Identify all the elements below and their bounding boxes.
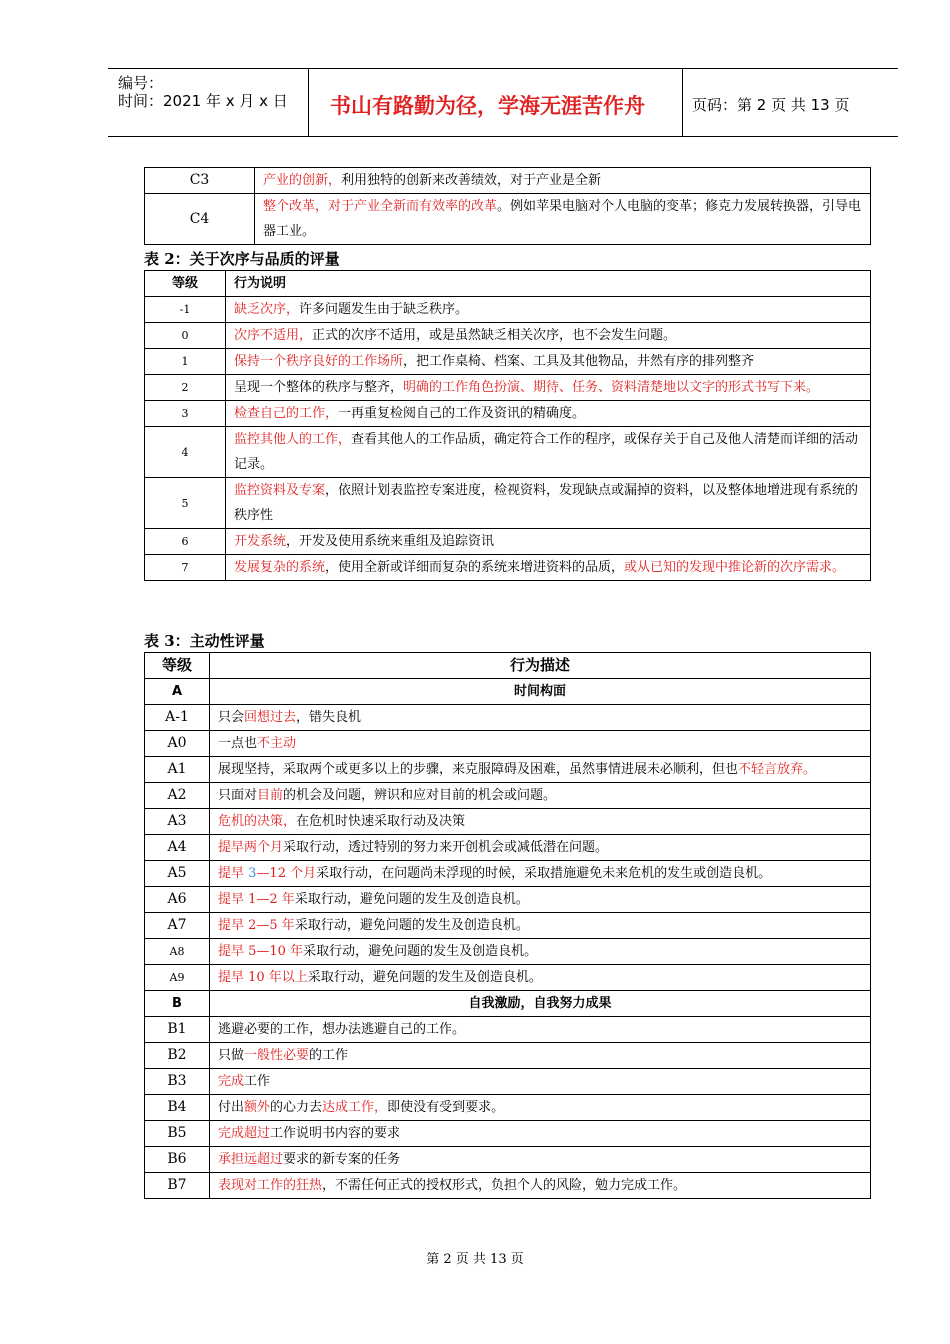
description-segment: 提早 2—5 年 bbox=[218, 918, 295, 933]
level-cell: A6 bbox=[145, 887, 210, 913]
description-segment: 缺乏次序， bbox=[234, 302, 300, 317]
table-row bbox=[145, 1173, 871, 1199]
description-segment: 提早 5—10 年 bbox=[218, 944, 304, 959]
table-row bbox=[145, 1069, 871, 1095]
level-cell: C3 bbox=[145, 168, 255, 194]
table-row bbox=[145, 913, 871, 939]
description-segment: 提早 10 年以上 bbox=[218, 970, 308, 985]
table-row bbox=[145, 427, 871, 478]
table-row bbox=[145, 939, 871, 965]
table-row bbox=[145, 1017, 871, 1043]
description-cell bbox=[210, 1043, 871, 1069]
description-segment: 提早 1—2 年 bbox=[218, 892, 295, 907]
table-row bbox=[145, 555, 871, 581]
level-cell: -1 bbox=[145, 297, 226, 323]
table-row bbox=[145, 168, 871, 194]
level-cell: B3 bbox=[145, 1069, 210, 1095]
level-cell: 5 bbox=[145, 478, 226, 529]
table-row bbox=[145, 375, 871, 401]
level-cell: B7 bbox=[145, 1173, 210, 1199]
description-segment: 的工作 bbox=[309, 1048, 349, 1063]
description-segment: 的机会及问题，辨识和应对目前的机会或问题。 bbox=[283, 788, 557, 803]
description-segment: 正式的次序不适用，或是虽然缺乏相关次序，也不会发生问题。 bbox=[312, 328, 677, 343]
description-segment: 危机的决策， bbox=[218, 814, 297, 829]
description-cell bbox=[210, 731, 871, 757]
description-segment: 采取行动，避免问题的发生及创造良机。 bbox=[307, 970, 542, 985]
description-segment: 利用独特的创新来改善绩效，对于产业是全新 bbox=[341, 173, 602, 188]
description-cell bbox=[255, 194, 871, 245]
description-cell bbox=[226, 323, 871, 349]
description-segment: 。例如苹果电脑对个人电脑的变革；修克力发展转换器，引导电器工业。 bbox=[263, 199, 862, 239]
table-row bbox=[145, 835, 871, 861]
table-row bbox=[145, 529, 871, 555]
table-row bbox=[145, 1121, 871, 1147]
description-segment: ，错失良机 bbox=[296, 710, 362, 725]
table-row bbox=[145, 1147, 871, 1173]
level-cell: A9 bbox=[145, 965, 210, 991]
table-row bbox=[145, 194, 871, 245]
level-cell: 1 bbox=[145, 349, 226, 375]
description-cell bbox=[226, 375, 871, 401]
level-cell: 3 bbox=[145, 401, 226, 427]
table-row bbox=[145, 401, 871, 427]
level-cell: 2 bbox=[145, 375, 226, 401]
description-segment: 展现坚持，采取两个或更多以上的步骤，来克服障碍及困难，虽然事情进展未必顺利，但也 bbox=[218, 762, 739, 777]
description-cell bbox=[210, 783, 871, 809]
description-segment: 即使没有受到要求。 bbox=[387, 1100, 505, 1115]
description-segment: 保持一个秩序良好的工作场所 bbox=[234, 354, 404, 369]
description-segment: 查看其他人的工作品质，确定符合工作的程序，或保存关于自己及他人清楚而详细的活动记录。 bbox=[234, 432, 859, 472]
table2-caption: 表 2：关于次序与品质的评量 bbox=[144, 250, 340, 268]
description-cell bbox=[210, 1069, 871, 1095]
level-cell: B2 bbox=[145, 1043, 210, 1069]
description-segment: 许多问题发生由于缺乏秩序。 bbox=[299, 302, 469, 317]
description-cell bbox=[210, 809, 871, 835]
description-segment: 不主动 bbox=[257, 736, 297, 751]
table-row bbox=[145, 887, 871, 913]
table-row bbox=[145, 705, 871, 731]
description-segment: 要求的新专案的任务 bbox=[283, 1152, 401, 1167]
level-cell: A2 bbox=[145, 783, 210, 809]
doc-number-label: 编号： bbox=[118, 74, 164, 92]
table-row bbox=[145, 1043, 871, 1069]
level-cell: A4 bbox=[145, 835, 210, 861]
description-segment: 目前 bbox=[257, 788, 284, 803]
table-row bbox=[145, 478, 871, 529]
description-segment: 监控资料及专案 bbox=[234, 483, 326, 498]
description-segment: 逃避必要的工作，想办法逃避自己的工作。 bbox=[218, 1022, 466, 1037]
description-cell bbox=[210, 705, 871, 731]
level-cell: A1 bbox=[145, 757, 210, 783]
description-segment: 明确的工作角色扮演、期待、任务、资料清楚地以文字的形式书写下来。 bbox=[403, 380, 820, 395]
description-cell bbox=[226, 349, 871, 375]
table-row bbox=[145, 349, 871, 375]
description-segment: 发展复杂的系统 bbox=[234, 560, 326, 575]
level-cell: 0 bbox=[145, 323, 226, 349]
table-row bbox=[145, 731, 871, 757]
description-segment: ，依照计划表监控专案进度，检视资料，发现缺点或漏掉的资料，以及整体地增进现有系统的秩序性 bbox=[234, 483, 859, 523]
table-row bbox=[145, 1095, 871, 1121]
section-title: 时间构面 bbox=[210, 679, 871, 705]
description-segment: 的心力去 bbox=[270, 1100, 323, 1115]
description-cell bbox=[210, 1147, 871, 1173]
description-cell bbox=[255, 168, 871, 194]
level-cell: C4 bbox=[145, 194, 255, 245]
level-cell: B bbox=[145, 991, 210, 1017]
header-level: 等级 bbox=[145, 271, 226, 297]
level-cell: A7 bbox=[145, 913, 210, 939]
level-cell: A5 bbox=[145, 861, 210, 887]
table3-caption: 表 3：主动性评量 bbox=[144, 632, 265, 650]
section-title: 自我激励，自我努力成果 bbox=[210, 991, 871, 1017]
description-segment: 只会 bbox=[218, 710, 245, 725]
description-segment: ，使用全新或详细而复杂的系统来增进资料的品质， bbox=[325, 560, 625, 575]
description-segment: 采取行动，透过特别的努力来开创机会或减低潜在问题。 bbox=[283, 840, 609, 855]
description-cell bbox=[210, 1017, 871, 1043]
description-segment: 回想过去 bbox=[244, 710, 297, 725]
description-segment: 额外 bbox=[244, 1100, 271, 1115]
table-row bbox=[145, 809, 871, 835]
description-segment: 付出 bbox=[218, 1100, 245, 1115]
description-segment: ，把工作桌椅、档案、工具及其他物品，井然有序的排列整齐 bbox=[403, 354, 755, 369]
header-top-rule bbox=[108, 68, 898, 69]
description-segment: 监控其他人的工作， bbox=[234, 432, 352, 447]
description-cell bbox=[210, 913, 871, 939]
description-cell bbox=[226, 297, 871, 323]
level-cell: B6 bbox=[145, 1147, 210, 1173]
level-cell: A bbox=[145, 679, 210, 705]
header-divider-right bbox=[682, 68, 683, 136]
description-cell bbox=[210, 861, 871, 887]
description-segment: ，开发及使用系统来重组及追踪资讯 bbox=[286, 534, 495, 549]
table-order-quality bbox=[144, 270, 871, 581]
table-header-row bbox=[145, 271, 871, 297]
description-segment: 表现对工作的狂热 bbox=[218, 1178, 323, 1193]
header-divider-left bbox=[308, 68, 309, 136]
level-cell: B4 bbox=[145, 1095, 210, 1121]
description-cell bbox=[210, 965, 871, 991]
header-bottom-rule bbox=[108, 136, 898, 137]
description-segment: 只面对 bbox=[218, 788, 258, 803]
description-segment: 次序不适用， bbox=[234, 328, 313, 343]
description-segment: 整个改革，对于产业全新而有效率的改革 bbox=[263, 199, 498, 214]
header-motto: 书山有路勤为径，学海无涯苦作舟 bbox=[330, 93, 645, 118]
description-segment: 一再重复检阅自己的工作及资讯的精确度。 bbox=[338, 406, 586, 421]
level-cell: A3 bbox=[145, 809, 210, 835]
description-segment: 采取行动，避免问题的发生及创造良机。 bbox=[294, 892, 529, 907]
page-footer: 第 2 页 共 13 页 bbox=[426, 1252, 524, 1267]
description-cell bbox=[210, 887, 871, 913]
description-cell bbox=[210, 939, 871, 965]
level-cell: B5 bbox=[145, 1121, 210, 1147]
description-cell bbox=[210, 1173, 871, 1199]
description-segment: 采取行动，在问题尚未浮现的时候，采取措施避免未来危机的发生或创造良机。 bbox=[316, 866, 772, 881]
header-level: 等级 bbox=[145, 653, 210, 679]
description-segment: 检查自己的工作， bbox=[234, 406, 339, 421]
description-segment: 一般性必要 bbox=[244, 1048, 310, 1063]
table-header-row bbox=[145, 653, 871, 679]
description-segment: 开发系统 bbox=[234, 534, 287, 549]
description-cell bbox=[210, 1095, 871, 1121]
description-cell bbox=[226, 401, 871, 427]
description-segment: 不轻言放弃。 bbox=[738, 762, 817, 777]
page-indicator: 页码：第 2 页 共 13 页 bbox=[692, 96, 850, 114]
table-row bbox=[145, 965, 871, 991]
description-segment: 一点也 bbox=[218, 736, 258, 751]
description-segment: 在危机时快速采取行动及决策 bbox=[296, 814, 466, 829]
level-cell: A-1 bbox=[145, 705, 210, 731]
description-segment: 呈现一个整体的秩序与整齐， bbox=[234, 380, 404, 395]
table-row bbox=[145, 323, 871, 349]
description-cell bbox=[226, 427, 871, 478]
table-row bbox=[145, 297, 871, 323]
description-segment: 提早两个月 bbox=[218, 840, 284, 855]
section-row bbox=[145, 991, 871, 1017]
description-segment: 3 bbox=[248, 866, 257, 881]
description-segment: ，不需任何正式的授权形式，负担个人的风险，勉力完成工作。 bbox=[322, 1178, 687, 1193]
description-cell bbox=[226, 529, 871, 555]
description-cell bbox=[210, 1121, 871, 1147]
description-segment: 工作 bbox=[244, 1074, 271, 1089]
description-cell bbox=[210, 757, 871, 783]
table-initiative bbox=[144, 652, 871, 1199]
doc-time-label: 时间：2021 年 x 月 x 日 bbox=[118, 92, 288, 110]
description-segment: 提早 bbox=[218, 866, 249, 881]
table-row bbox=[145, 757, 871, 783]
description-segment: 完成 bbox=[218, 1074, 245, 1089]
description-segment: 采取行动，避免问题的发生及创造良机。 bbox=[303, 944, 538, 959]
level-cell: B1 bbox=[145, 1017, 210, 1043]
level-cell: 6 bbox=[145, 529, 226, 555]
description-segment: 只做 bbox=[218, 1048, 245, 1063]
description-segment: 采取行动，避免问题的发生及创造良机。 bbox=[294, 918, 529, 933]
table-row bbox=[145, 783, 871, 809]
level-cell: A8 bbox=[145, 939, 210, 965]
section-row bbox=[145, 679, 871, 705]
description-cell bbox=[210, 835, 871, 861]
table-innovation-continued bbox=[144, 167, 871, 245]
level-cell: 7 bbox=[145, 555, 226, 581]
table-row bbox=[145, 861, 871, 887]
description-cell bbox=[226, 555, 871, 581]
description-segment: 或从已知的发现中推论新的次序需求。 bbox=[624, 560, 846, 575]
description-segment: —12 个月 bbox=[256, 866, 317, 881]
description-segment: 产业的创新， bbox=[263, 173, 342, 188]
description-segment: 工作说明书内容的要求 bbox=[270, 1126, 401, 1141]
header-description: 行为描述 bbox=[210, 653, 871, 679]
description-segment: 达成工作， bbox=[322, 1100, 388, 1115]
header-description: 行为说明 bbox=[226, 271, 871, 297]
level-cell: A0 bbox=[145, 731, 210, 757]
level-cell: 4 bbox=[145, 427, 226, 478]
description-segment: 承担远超过 bbox=[218, 1152, 284, 1167]
description-cell bbox=[226, 478, 871, 529]
description-segment: 完成超过 bbox=[218, 1126, 271, 1141]
